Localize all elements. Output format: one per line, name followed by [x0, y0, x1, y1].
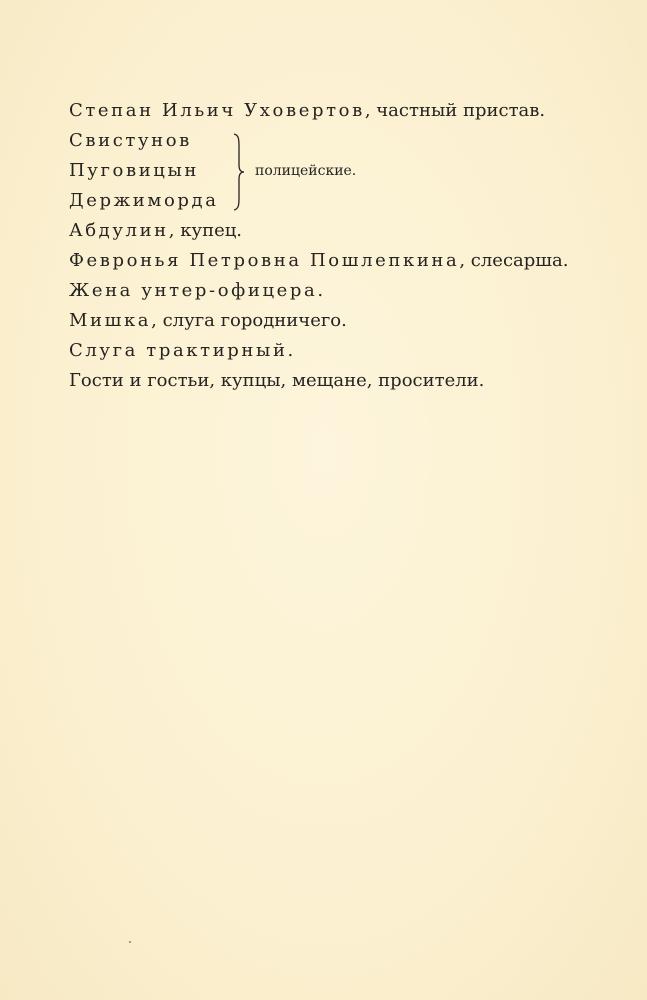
character-name: Жена унтер-офицера — [69, 280, 318, 301]
cast-entry-tavern-servant — [69, 336, 629, 366]
police-group — [69, 126, 629, 216]
cast-list — [69, 96, 629, 396]
character-role: , купец. — [168, 220, 243, 241]
character-role: , слесарша. — [459, 250, 569, 271]
cast-entry-mishka — [69, 306, 629, 336]
character-name: Мишка — [69, 310, 152, 331]
character-name: Степан Ильич Уховертов — [69, 100, 365, 121]
character-role: , слуга городничего. — [151, 310, 347, 331]
cast-entry-abdulin — [69, 216, 629, 246]
character-name: Слуга трактирный — [69, 340, 288, 361]
group-role-label: полицейские. — [255, 163, 357, 179]
cast-entry-svistunov: Свистунов — [69, 130, 192, 151]
character-role: . — [317, 280, 324, 301]
cast-entry-poshlepkina — [69, 246, 629, 276]
character-name: Февронья Петровна Пошлепкина — [69, 250, 460, 271]
cast-entry-ukhovertov — [69, 96, 629, 126]
paper-speck — [129, 941, 131, 943]
character-role: . — [287, 340, 294, 361]
curly-brace-icon — [232, 132, 246, 212]
cast-entry-nco-wife — [69, 276, 629, 306]
character-role: , частный пристав. — [364, 100, 546, 121]
cast-entry-pugovitsyn: Пуговицын — [69, 160, 199, 181]
cast-entry-guests: Гости и гостьи, купцы, мещане, просители. — [69, 370, 485, 391]
character-name: Абдулин — [69, 220, 169, 241]
cast-entry-derzhimorda: Держиморда — [69, 190, 219, 211]
